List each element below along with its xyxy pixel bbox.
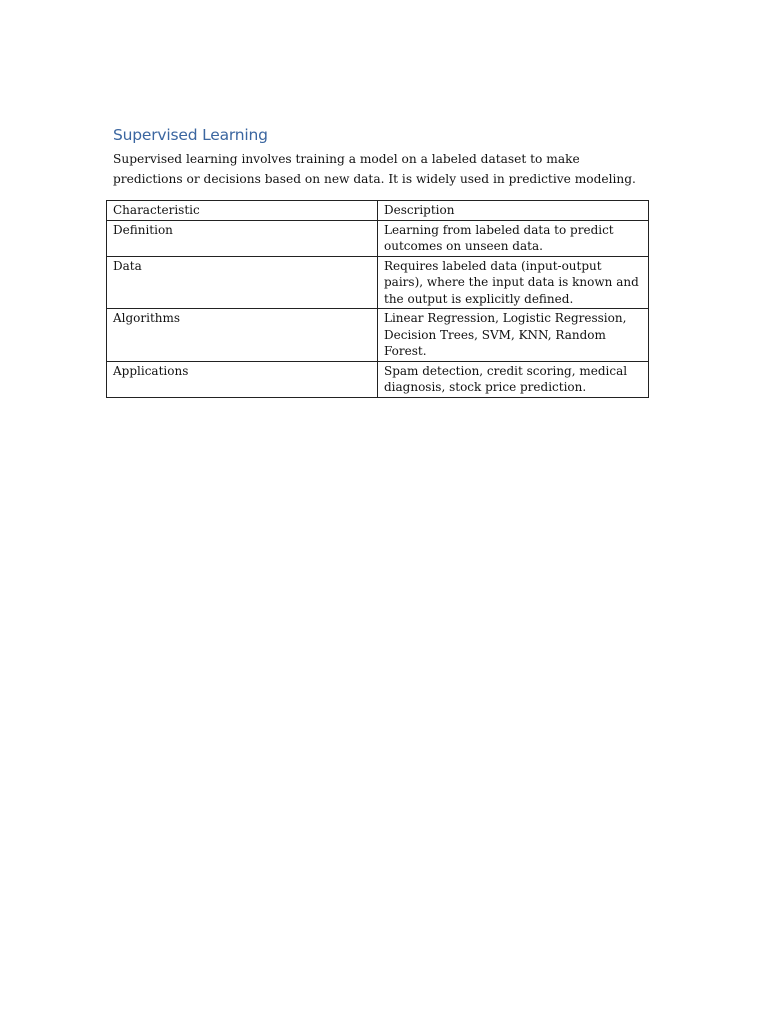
column-header-description: Description xyxy=(378,201,649,221)
table-cell-description: Linear Regression, Logistic Regression, Decision Trees, SVM, KNN, Random Forest. xyxy=(378,309,649,362)
section-heading: Supervised Learning xyxy=(113,126,268,144)
table-row xyxy=(107,309,649,362)
table-row xyxy=(107,256,649,309)
document-content xyxy=(113,124,653,189)
table-cell-characteristic: Definition xyxy=(107,220,378,256)
column-header-characteristic: Characteristic xyxy=(107,201,378,221)
table-body xyxy=(107,220,649,397)
table-header-row xyxy=(107,201,649,221)
table-cell-characteristic: Algorithms xyxy=(107,309,378,362)
table-cell-characteristic: Applications xyxy=(107,361,378,397)
table-cell-description: Requires labeled data (input-output pairs), where the input data is known and the output is explicitly defined. xyxy=(378,256,649,309)
table-cell-description: Spam detection, credit scoring, medical diagnosis, stock price prediction. xyxy=(378,361,649,397)
table-cell-characteristic: Data xyxy=(107,256,378,309)
table-header xyxy=(107,201,649,221)
table-row xyxy=(107,220,649,256)
table-row xyxy=(107,361,649,397)
intro-paragraph: Supervised learning involves training a model on a labeled dataset to make predictions or decisions based on new data. It is widely used in predictive modeling. xyxy=(113,152,636,186)
table-cell-description: Learning from labeled data to predict outcomes on unseen data. xyxy=(378,220,649,256)
characteristics-table xyxy=(106,200,649,398)
